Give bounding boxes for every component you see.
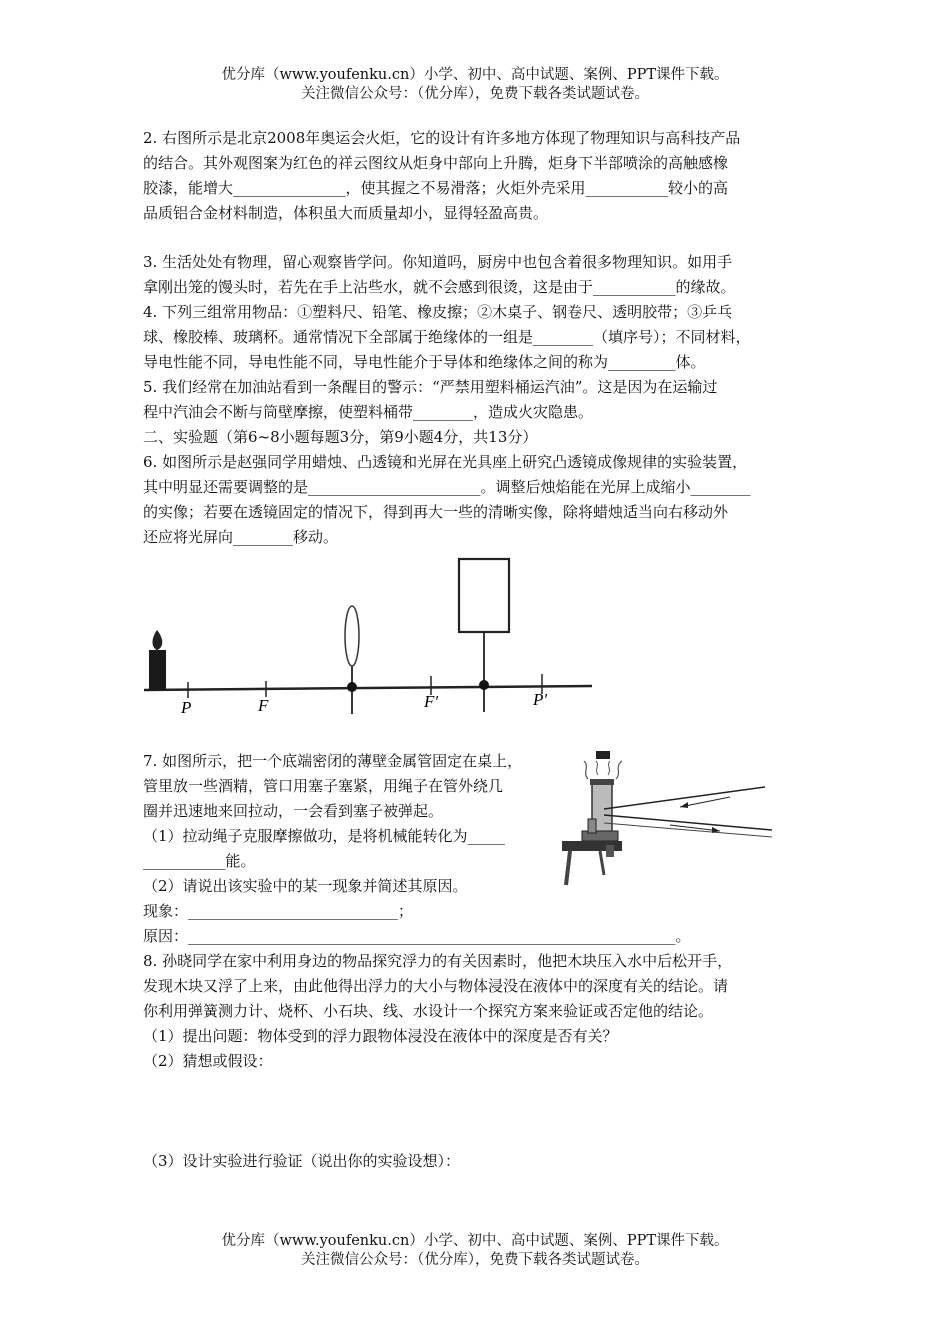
label-p-prime: P′	[533, 690, 548, 709]
convex-lens-icon	[345, 606, 359, 666]
q5-line-1: 5. 我们经常在加油站看到一条醒目的警示：“严禁用塑料桶运汽油”。这是因为在运输过	[143, 378, 718, 396]
q8-step-3: （3）设计实验进行验证（说出你的实验设想）：	[143, 1152, 461, 1170]
bench-rail	[144, 686, 592, 690]
q2-line-1: 2. 右图所示是北京2008年奥运会火炬，它的设计有许多地方体现了物理知识与高科技产品	[143, 129, 741, 147]
q6-line-3: 的实像；若要在透镜固定的情况下，得到再大一些的清晰实像，除将蜡烛适当向右移动外	[143, 503, 729, 521]
footer-line-1: 优分库（www.youfenku.cn）小学、初中、高中试题、案例、PPT课件下载。	[221, 1233, 729, 1249]
q8-line-3: 你利用弹簧测力计、烧杯、小石块、线、水设计一个探究方案来验证或否定他的结论。	[143, 1002, 714, 1020]
label-f-prime: F′	[424, 692, 439, 711]
q6-line-4: 还应将光屏向________移动。	[143, 528, 339, 546]
page-header	[0, 66, 950, 104]
q6-line-2: 其中明显还需要调整的是_______________________。调整后烛焰能在光屏上成缩小________	[143, 478, 751, 496]
q3-line-1: 3. 生活处处有物理，留心观察皆学问。你知道吗，厨房中也包含着很多物理知识。如用手	[143, 253, 733, 271]
label-p: P	[181, 698, 192, 717]
page-footer	[0, 1232, 950, 1270]
header-line-2: 关注微信公众号：（优分库），免费下载各类试题试卷。	[301, 86, 649, 102]
arrow-left-icon	[680, 802, 688, 808]
label-f: F	[258, 696, 269, 715]
q4-line-2: 球、橡胶棒、玻璃杯。通常情况下全部属于绝缘体的一组是________（填序号）；不同材料，	[143, 328, 751, 346]
q7-line-3: 圈并迅速地来回拉动，一会看到塞子被弹起。	[143, 802, 444, 820]
q2-line-4: 品质铝合金材料制造，体积虽大而质量却小，显得轻盈高贵。	[143, 204, 549, 222]
q4-line-3: 导电性能不同，导电性能不同，导电性能介于导体和绝缘体之间的称为_________体。	[143, 353, 706, 371]
candle-icon	[149, 650, 166, 690]
q8-step-2: （2）猜想或假设：	[143, 1052, 273, 1070]
optical-bench-figure	[140, 552, 600, 720]
q6-line-1: 6. 如图所示是赵强同学用蜡烛、凸透镜和光屏在光具座上研究凸透镜成像规律的实验装置，	[143, 453, 748, 471]
q2-line-3: 胶漆，能增大_______________，使其握之不易滑落；火炬外壳采用___________较小的高	[143, 179, 729, 197]
q5-line-2: 程中汽油会不断与筒壁摩擦，使塑料桶带________，造成火灾隐患。	[143, 403, 594, 421]
q8-line-1: 8. 孙晓同学在家中利用身边的物品探究浮力的有关因素时，他把木块压入水中后松开手，	[143, 952, 733, 970]
screen-holder	[479, 680, 489, 690]
cork-icon	[596, 751, 610, 759]
footer-line-2: 关注微信公众号：（优分库），免费下载各类试题试卷。	[301, 1252, 649, 1268]
header-line-1: 优分库（www.youfenku.cn）小学、初中、高中试题、案例、PPT课件下载。	[221, 67, 729, 83]
q2-line-2: 的结合。其外观图案为红色的祥云图纹从炬身中部向上升腾，炬身下半部喷涂的高触感橡	[143, 154, 729, 172]
q7-sub1-a: （1）拉动绳子克服摩擦做功，是将机械能转化为_____	[143, 827, 506, 845]
lens-holder	[347, 682, 357, 692]
q8-line-2: 发现木块又浮了上来，由此他得出浮力的大小与物体浸没在液体中的深度有关的结论。请	[143, 977, 729, 995]
q4-line-1: 4. 下列三组常用物品：①塑料尺、铅笔、橡皮擦；②木桌子、钢卷尺、透明胶带；③乒乓	[143, 303, 733, 321]
section-2-title: 二、实验题（第6~8小题每题3分，第9小题4分，共13分）	[143, 428, 538, 446]
q7-sub2: （2）请说出该实验中的某一现象并简述其原因。	[143, 877, 468, 895]
q7-line-2: 管里放一些酒精，管口用塞子塞紧，用绳子在管外绕几	[143, 777, 504, 795]
flame-icon	[152, 630, 162, 650]
q7-phenomenon: 现象：____________________________；	[143, 902, 414, 920]
metal-tube-figure	[560, 745, 775, 890]
q7-line-1: 7. 如图所示，把一个底端密闭的薄壁金属管固定在桌上，	[143, 752, 523, 770]
q7-sub1-b: ___________能。	[143, 852, 256, 870]
q8-step-1: （1）提出问题：物体受到的浮力跟物体浸没在液体中的深度是否有关？	[143, 1027, 618, 1045]
rope	[604, 815, 772, 830]
q3-line-2: 拿刚出笼的馒头时，若先在手上沾些水，就不会感到很烫，这是由于___________的缘故。	[143, 278, 736, 296]
light-screen-icon	[459, 559, 509, 632]
q7-reason: 原因：_________________________________________________________________。	[143, 927, 691, 945]
